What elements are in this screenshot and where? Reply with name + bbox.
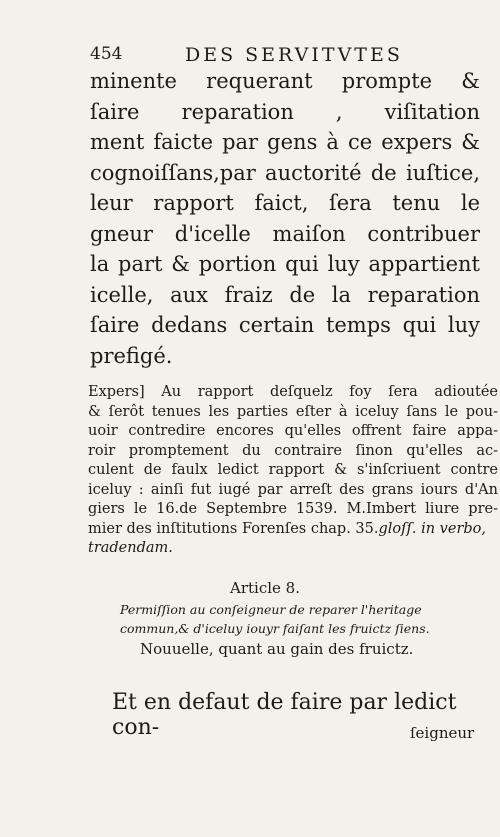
note-nouvelle: Nouuelle, quant au gain des fruictz.	[140, 640, 414, 658]
article-summary	[120, 600, 470, 638]
gloss-line: Expers] Au rapport deſquelz foy ſera adioutée	[88, 384, 498, 400]
article-text: Et en defaut de faire par ledict con-	[112, 690, 457, 740]
page-number: 454	[90, 44, 123, 64]
text-line: prefigé.	[90, 343, 173, 368]
text-line: gneur d'icelle maiſon contribuer	[90, 221, 480, 246]
text-line: ſaire dedans certain temps qui luy	[90, 313, 480, 337]
main-text	[90, 66, 480, 371]
page-header	[90, 44, 495, 68]
gloss-line: tradendam.	[88, 540, 173, 556]
gloss-line: uoir contredire encores qu'elles offrent faire appa-	[88, 423, 498, 439]
gloss-line-text: mier des inſtitutions Forenſes chap. 35.	[88, 520, 379, 537]
text-line: cognoiſſans,par auctorité de iuſtice,	[90, 160, 480, 185]
gloss-line: culent de faulx ledict rapport & s'inſcriuent contre	[88, 462, 498, 478]
gloss-commentary	[88, 383, 498, 559]
gloss-line: iceluy : ainſi fut iugé par arreſt des grans iours d'An	[88, 481, 498, 498]
catchword: ſeigneur	[410, 724, 475, 742]
gloss-line	[88, 520, 498, 540]
text-line: ment faicte par gens à ce expers &	[90, 130, 480, 154]
article-heading: Article 8.	[230, 579, 300, 597]
text-line: minente requerant prompte &	[90, 69, 480, 93]
gloss-line: & ſerôt tenues les parties eſter à iceluy ſans le pou-	[88, 403, 498, 420]
gloss-italic-tail: gloſſ. in verbo,	[378, 520, 487, 537]
gloss-line: roir promptement du contraire ſinon qu'elles ac-	[88, 442, 498, 459]
text-line: icelle, aux fraiz de la reparation	[90, 282, 480, 307]
text-line: la part & portion qui luy appartient	[90, 252, 480, 276]
running-head: DES SERVITVTES	[185, 44, 403, 66]
text-line: ſaire reparation , viſitation	[90, 99, 480, 124]
gloss-line: giers le 16.de Septembre 1539. M.Imbert liure pre-	[88, 501, 498, 517]
text-line: leur rapport faict, ſera tenu le	[90, 191, 480, 215]
summary-line: Permiſſion au conſeigneur de reparer l'heritage	[120, 602, 422, 617]
summary-line: commun,& d'iceluy iouyr faiſant les fruictz ſiens.	[120, 621, 430, 636]
